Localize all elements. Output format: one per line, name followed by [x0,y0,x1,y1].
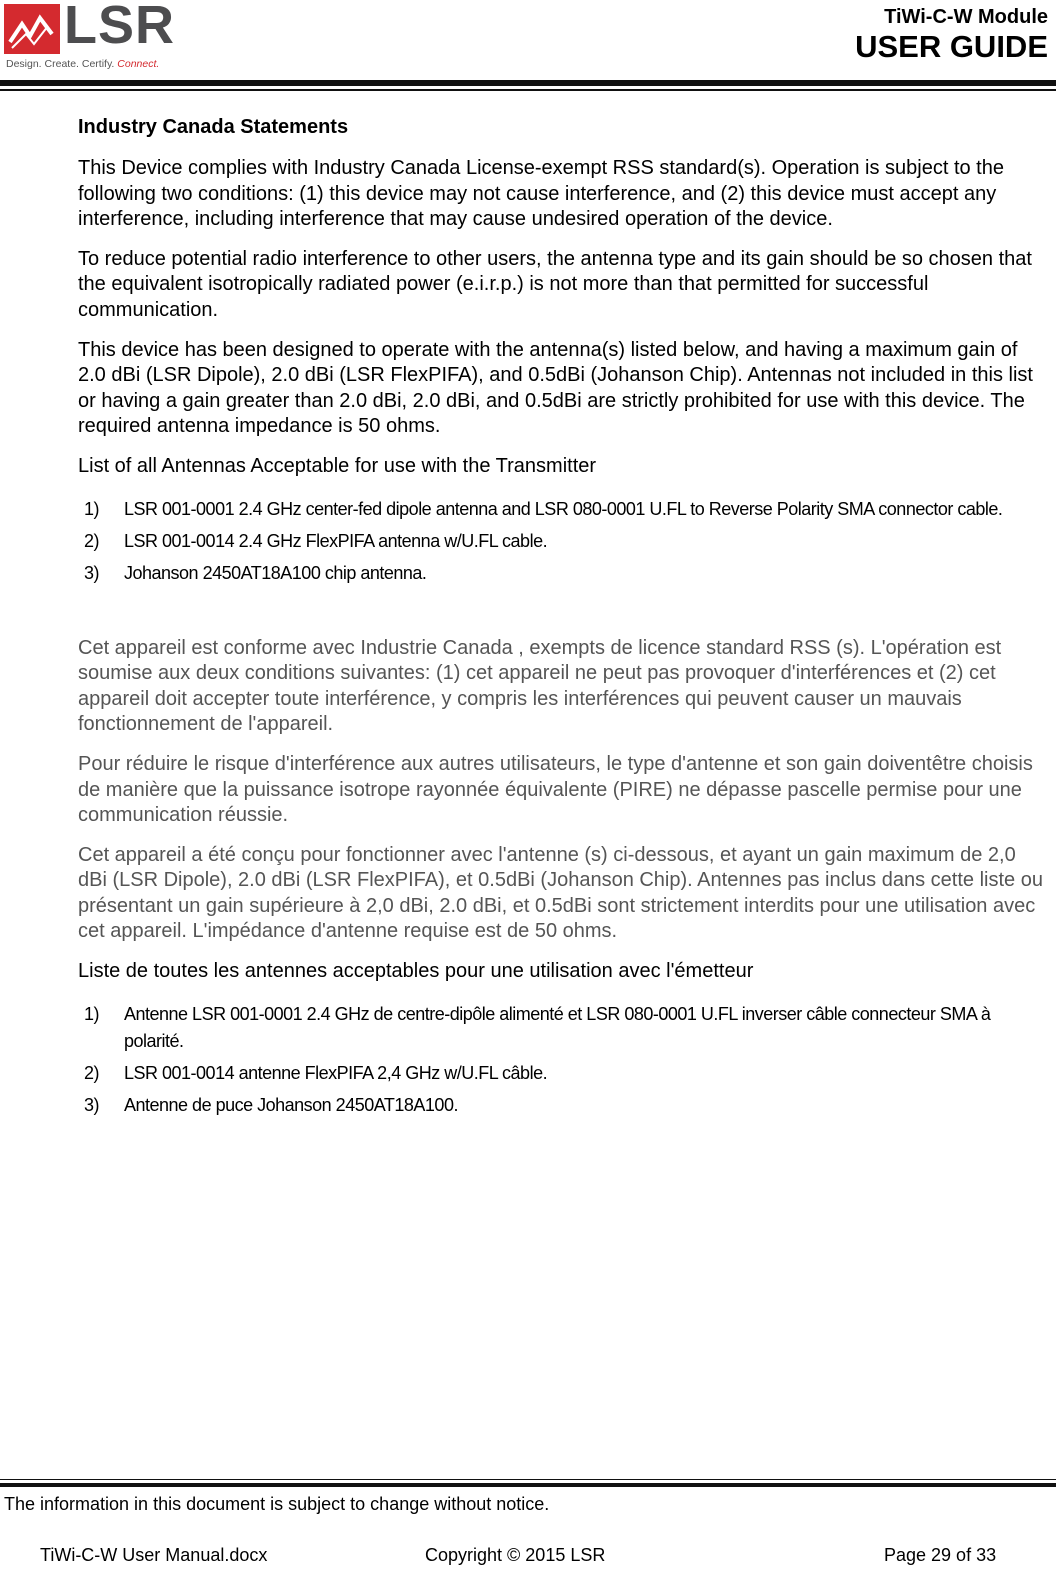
list-item-text: Antenne LSR 001-0001 2.4 GHz de centre-dipôle alimenté et LSR 080-0001 U.FL inverser câble connecteur SMA à polarité. [124,1003,991,1051]
fr-paragraph-interference: Pour réduire le risque d'interférence aux autres utilisateurs, le type d'antenne et son gain doiventêtre choisis de manière que la puissance isotrope rayonnée équivalente (PIRE) ne dépasse pascelle permise pour une communication réussie. [78,752,1033,827]
section-spacer [78,592,1048,636]
section-heading: Industry Canada Statements [78,116,349,138]
list-item-number: 3) [84,562,100,583]
list-item-text: LSR 001-0014 2.4 GHz FlexPIFA antenna w/U.FL cable. [124,530,548,551]
list-item [78,1060,1048,1087]
fr-list-heading: Liste de toutes les antennes acceptables pour une utilisation avec l'émetteur [78,960,754,983]
document-title-block [855,6,1048,65]
page-header [0,0,1056,96]
list-item [78,1001,1048,1055]
fr-paragraph-compliance: Cet appareil est conforme avec Industrie Canada , exempts de licence standard RSS (s). L'opération est soumise aux deux conditions suivantes: (1) cet appareil ne peut pas provoquer d'interférences et (2) cet appareil doit accepter toute interférence, y compris les interférences qui peuvent causer un mauvais fonctionnement de l'appareil. [78,636,1002,736]
module-title: TiWi-C-W Module [884,6,1048,28]
footer-notice: The information in this document is subject to change without notice. [4,1494,550,1514]
logo-tagline-main: Design. Create. Certify. [6,58,115,70]
footer-filename: TiWi-C-W User Manual.docx [40,1545,268,1565]
en-list-heading: List of all Antennas Acceptable for use with the Transmitter [78,454,597,477]
footer-rule-thin [0,1479,1056,1480]
en-paragraph-interference: To reduce potential radio interference to other users, the antenna type and its gain should be so chosen that the equivalent isotropically radiated power (e.i.r.p.) is not more than that permitted for successful communication. [78,247,1032,321]
logo-tagline [6,58,159,70]
fr-antenna-list [78,1001,1048,1119]
page-content [78,116,1048,1124]
list-item [78,560,1048,587]
list-item-text: LSR 001-0001 2.4 GHz center-fed dipole antenna and LSR 080-0001 U.FL to Reverse Polarity SMA connector cable. [124,498,1003,519]
lsr-logo-mark-icon [4,4,60,54]
list-item [78,528,1048,555]
footer-page-number: Page 29 of 33 [884,1545,997,1565]
list-item-text: Antenne de puce Johanson 2450AT18A100. [124,1094,458,1115]
list-item [78,1092,1048,1119]
en-antenna-list [78,496,1048,587]
fr-paragraph-antenna-gain: Cet appareil a été conçu pour fonctionner avec l'antenne (s) ci-dessous, et ayant un gain maximum de 2,0 dBi (LSR Dipole), 2.0 dBi (LSR FlexPIFA), et 0.5dBi (Johanson Chip). Antennes pas inclus dans cette liste ou présentant un gain supérieure à 2,0 dBi, 2.0 dBi, et 0.5dBi sont strictement interdits pour une utilisation avec cet appareil. L'impédance d'antenne requise est de 50 ohms. [78,843,1043,943]
list-item-number: 3) [84,1094,100,1115]
en-paragraph-antenna-gain: This device has been designed to operate with the antenna(s) listed below, and having a maximum gain of 2.0 dBi (LSR Dipole), 2.0 dBi (LSR FlexPIFA), and 0.5dBi (Johanson Chip). Antennas not included in this list or having a gain greater than 2.0 dBi, 2.0 dBi, and 0.5dBi are strictly prohibited for use with this device. The required antenna impedance is 50 ohms. [78,338,1033,438]
logo-wordmark: LSR [64,0,175,55]
list-item-number: 2) [84,530,100,551]
list-item [78,496,1048,523]
list-item-number: 1) [84,1003,100,1024]
logo-tagline-accent: Connect. [117,58,160,70]
lsr-logo [4,2,204,74]
list-item-text: Johanson 2450AT18A100 chip antenna. [124,562,427,583]
footer-rule-thick [0,1483,1056,1487]
header-rule-thin [0,89,1056,91]
list-item-number: 2) [84,1062,100,1083]
list-item-text: LSR 001-0014 antenne FlexPIFA 2,4 GHz w/U.FL câble. [124,1062,548,1083]
guide-title: USER GUIDE [855,29,1048,64]
header-rule-thick [0,80,1056,86]
list-item-number: 1) [84,498,100,519]
en-paragraph-compliance: This Device complies with Industry Canada License-exempt RSS standard(s). Operation is subject to the following two conditions: (1) this device may not cause interference, and (2) this device must accept any interference, including interference that may cause undesired operation of the device. [78,157,1004,231]
footer-copyright: Copyright © 2015 LSR [425,1545,606,1565]
